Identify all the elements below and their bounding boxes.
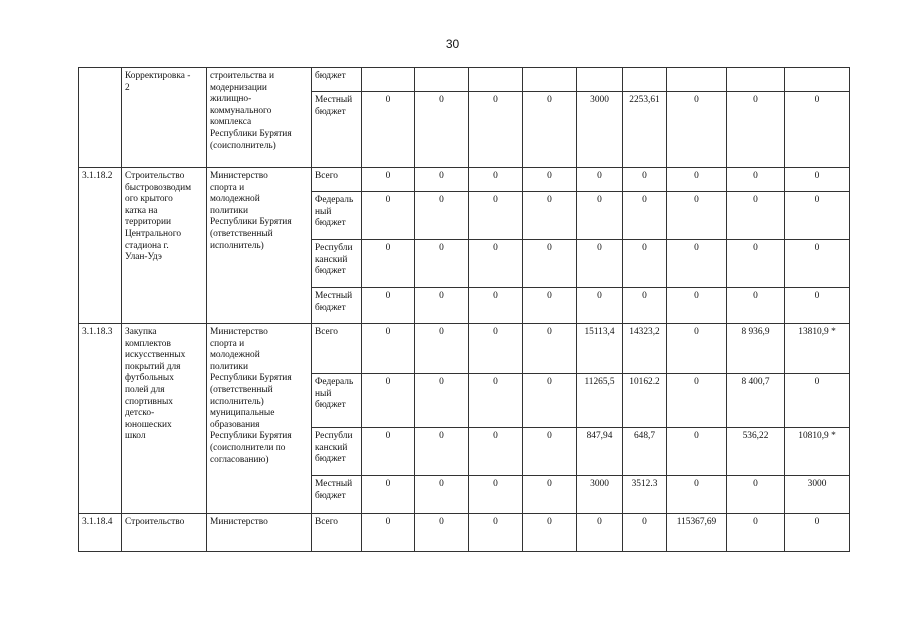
amount-cell: 3000 [577,92,623,168]
amount-cell: 0 [415,476,469,514]
amount-cell: 0 [362,476,415,514]
amount-cell: 10810,9 * [785,428,850,476]
amount-cell: 0 [785,168,850,192]
activity-name-cell: Закупка комплектов искусственных покрытий для футбольных полей для спортивных детско- юношеских школ [122,324,207,514]
amount-cell: 0 [785,92,850,168]
amount-cell: 0 [469,514,523,552]
amount-cell: 0 [727,514,785,552]
amount-cell: 0 [469,374,523,428]
amount-cell: 0 [415,192,469,240]
amount-cell: 0 [523,428,577,476]
funding-source-cell: Местный бюджет [312,92,362,168]
activity-code-cell [79,68,122,168]
amount-cell: 0 [577,192,623,240]
amount-cell: 0 [785,514,850,552]
amount-cell [623,68,667,92]
amount-cell: 0 [667,92,727,168]
funding-source-cell: Местный бюджет [312,476,362,514]
funding-source-cell: Местный бюджет [312,288,362,324]
amount-cell: 0 [469,192,523,240]
amount-cell: 0 [362,428,415,476]
amount-cell: 0 [469,168,523,192]
amount-cell: 0 [415,374,469,428]
activity-code-cell: 3.1.18.4 [79,514,122,552]
amount-cell: 0 [415,428,469,476]
amount-cell: 0 [362,192,415,240]
amount-cell: 0 [523,192,577,240]
amount-cell: 8 400,7 [727,374,785,428]
amount-cell: 536,22 [727,428,785,476]
amount-cell [362,68,415,92]
funding-source-cell: Республи канский бюджет [312,240,362,288]
amount-cell: 0 [667,288,727,324]
amount-cell: 13810,9 * [785,324,850,374]
budget-table [78,67,850,552]
amount-cell [523,68,577,92]
amount-cell: 0 [469,240,523,288]
amount-cell: 0 [523,476,577,514]
funding-source-cell: Всего [312,324,362,374]
amount-cell: 847,94 [577,428,623,476]
amount-cell: 0 [523,324,577,374]
amount-cell: 0 [785,288,850,324]
amount-cell: 0 [362,92,415,168]
table-row [79,324,850,374]
amount-cell: 15113,4 [577,324,623,374]
page-number: 30 [445,37,460,51]
amount-cell: 0 [785,240,850,288]
activity-name-cell: Строительство [122,514,207,552]
amount-cell [727,68,785,92]
amount-cell: 0 [469,324,523,374]
funding-source-cell: бюджет [312,68,362,92]
amount-cell: 0 [727,168,785,192]
amount-cell: 0 [523,168,577,192]
table-row [79,68,850,92]
amount-cell: 8 936,9 [727,324,785,374]
activity-name-cell: Корректировка - 2 [122,68,207,168]
amount-cell: 0 [577,288,623,324]
amount-cell: 0 [623,192,667,240]
amount-cell: 10162.2 [623,374,667,428]
amount-cell: 0 [727,92,785,168]
amount-cell: 0 [727,192,785,240]
amount-cell: 0 [577,240,623,288]
activity-name-cell: Строительство быстровозводим ого крытого катка на территории Центрального стадиона г. Улан-Удэ [122,168,207,324]
amount-cell: 0 [667,324,727,374]
executor-cell: строительства и модернизации жилищно- коммунального комплекса Республики Бурятия (соисполнитель) [207,68,312,168]
amount-cell: 0 [577,514,623,552]
amount-cell [577,68,623,92]
amount-cell: 0 [623,168,667,192]
amount-cell: 0 [415,92,469,168]
amount-cell: 0 [523,288,577,324]
amount-cell: 648,7 [623,428,667,476]
amount-cell: 2253,61 [623,92,667,168]
amount-cell: 0 [727,288,785,324]
activity-code-cell: 3.1.18.2 [79,168,122,324]
amount-cell: 0 [362,374,415,428]
amount-cell: 0 [415,288,469,324]
funding-source-cell: Федераль ный бюджет [312,192,362,240]
amount-cell: 0 [362,288,415,324]
amount-cell: 0 [727,240,785,288]
funding-source-cell: Федераль ный бюджет [312,374,362,428]
amount-cell: 0 [727,476,785,514]
amount-cell [415,68,469,92]
amount-cell: 0 [362,514,415,552]
funding-source-cell: Республи канский бюджет [312,428,362,476]
amount-cell: 0 [362,240,415,288]
amount-cell: 115367,69 [667,514,727,552]
funding-source-cell: Всего [312,168,362,192]
amount-cell: 0 [523,374,577,428]
amount-cell: 0 [469,92,523,168]
executor-cell: Министерство спорта и молодежной политики Республики Бурятия (ответственный исполнитель) [207,168,312,324]
amount-cell: 0 [667,374,727,428]
amount-cell: 0 [667,240,727,288]
amount-cell: 0 [415,514,469,552]
amount-cell: 0 [623,288,667,324]
amount-cell: 0 [785,374,850,428]
amount-cell: 0 [577,168,623,192]
funding-source-cell: Всего [312,514,362,552]
amount-cell: 3000 [785,476,850,514]
amount-cell: 0 [469,428,523,476]
amount-cell: 0 [362,168,415,192]
amount-cell: 0 [415,168,469,192]
amount-cell: 14323,2 [623,324,667,374]
amount-cell: 0 [362,324,415,374]
amount-cell: 0 [785,192,850,240]
executor-cell: Министерство спорта и молодежной политики Республики Бурятия (ответственный исполнитель) муниципальные образования Республики Бурятия (соисполнители по согласованию) [207,324,312,514]
amount-cell [469,68,523,92]
amount-cell [667,68,727,92]
amount-cell: 0 [469,476,523,514]
amount-cell: 3000 [577,476,623,514]
amount-cell: 3512.3 [623,476,667,514]
amount-cell: 0 [415,324,469,374]
amount-cell [785,68,850,92]
amount-cell: 0 [623,514,667,552]
table-row [79,168,850,192]
amount-cell: 0 [469,288,523,324]
table-row [79,514,850,552]
amount-cell: 0 [667,192,727,240]
amount-cell: 0 [523,92,577,168]
amount-cell: 11265,5 [577,374,623,428]
amount-cell: 0 [623,240,667,288]
amount-cell: 0 [667,476,727,514]
activity-code-cell: 3.1.18.3 [79,324,122,514]
executor-cell: Министерство [207,514,312,552]
amount-cell: 0 [667,168,727,192]
amount-cell: 0 [523,240,577,288]
amount-cell: 0 [415,240,469,288]
amount-cell: 0 [667,428,727,476]
amount-cell: 0 [523,514,577,552]
